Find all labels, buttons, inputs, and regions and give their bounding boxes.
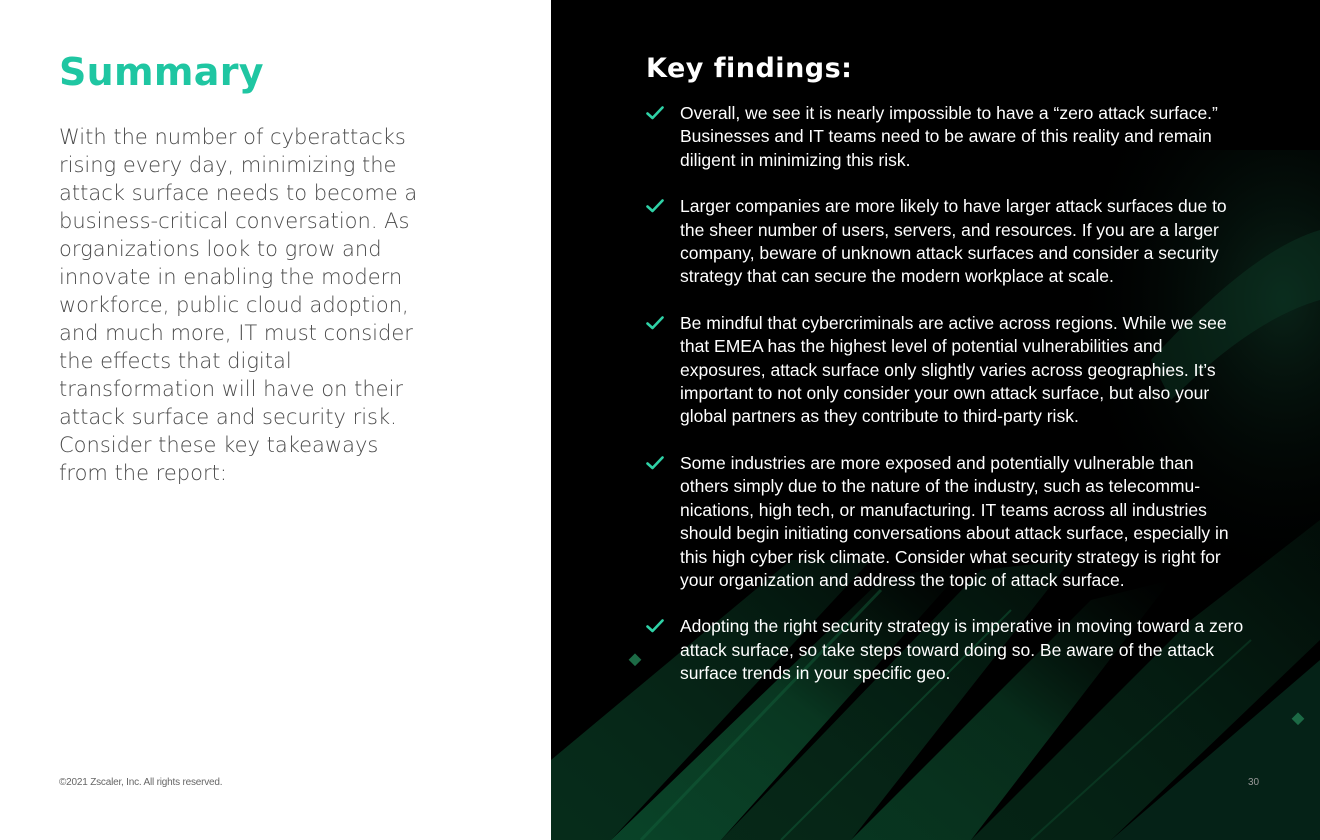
- check-icon: [646, 456, 664, 470]
- list-item: [646, 195, 1246, 289]
- page-number: 30: [1248, 777, 1260, 788]
- finding-text: Overall, we see it is nearly impossible to have a “zero attack surface.” Businesses and IT teams need to be aware of this reality and remain diligent in minimizing this risk.: [680, 103, 1218, 170]
- summary-body: With the number of cyberattacks rising every day, minimizing the attack surface needs to become a business-critical conversation. As organizations look to grow and innovate in enabling the modern workforce, public cloud adoption, and much more, IT must consider the effects that digital transformation will have on their attack surface and security risk. Consider these key takeaways from the report:: [59, 125, 418, 485]
- copyright-notice: ©2021 Zscaler, Inc. All rights reserved.: [59, 777, 223, 788]
- finding-text: Larger companies are more likely to have larger attack surfaces due to the sheer number of users, servers, and resources. If you are a larger company, beware of unknown attack surfaces and consider a security strategy that can secure the modern workplace at scale.: [680, 196, 1227, 287]
- check-icon: [646, 106, 664, 120]
- finding-text: Be mindful that cybercriminals are active across regions. While we see that EMEA has the highest level of potential vulnerabilities and exposures, attack surface only slightly varies across geographies. It’s important to not only consider your own attack surface, but also your global partners as they contribute to third-party risk.: [680, 312, 1227, 427]
- summary-title: Summary: [59, 50, 264, 94]
- list-item: [646, 312, 1246, 429]
- finding-text: Adopting the right security strategy is imperative in moving toward a zero attack surface, so take steps toward doing so. Be aware of the attack surface trends in your specific geo.: [680, 616, 1244, 684]
- summary-panel: [0, 0, 551, 840]
- check-icon: [646, 316, 664, 330]
- key-findings-title: Key findings:: [646, 53, 853, 84]
- list-item: [646, 615, 1246, 685]
- key-findings-list: [646, 102, 1246, 709]
- check-icon: [646, 619, 664, 633]
- list-item: [646, 102, 1246, 172]
- finding-text: Some industries are more exposed and potentially vulnerable than others simply due to the nature of the industry, such as telecommu-nications, high tech, or manufacturing. IT teams across all industries should begin initiating conversations about attack surface, especially in this high cyber risk climate. Consider what security strategy is right for your organization and address the topic of attack surface.: [680, 452, 1229, 590]
- list-item: [646, 452, 1246, 592]
- check-icon: [646, 199, 664, 213]
- key-findings-panel: [551, 0, 1320, 840]
